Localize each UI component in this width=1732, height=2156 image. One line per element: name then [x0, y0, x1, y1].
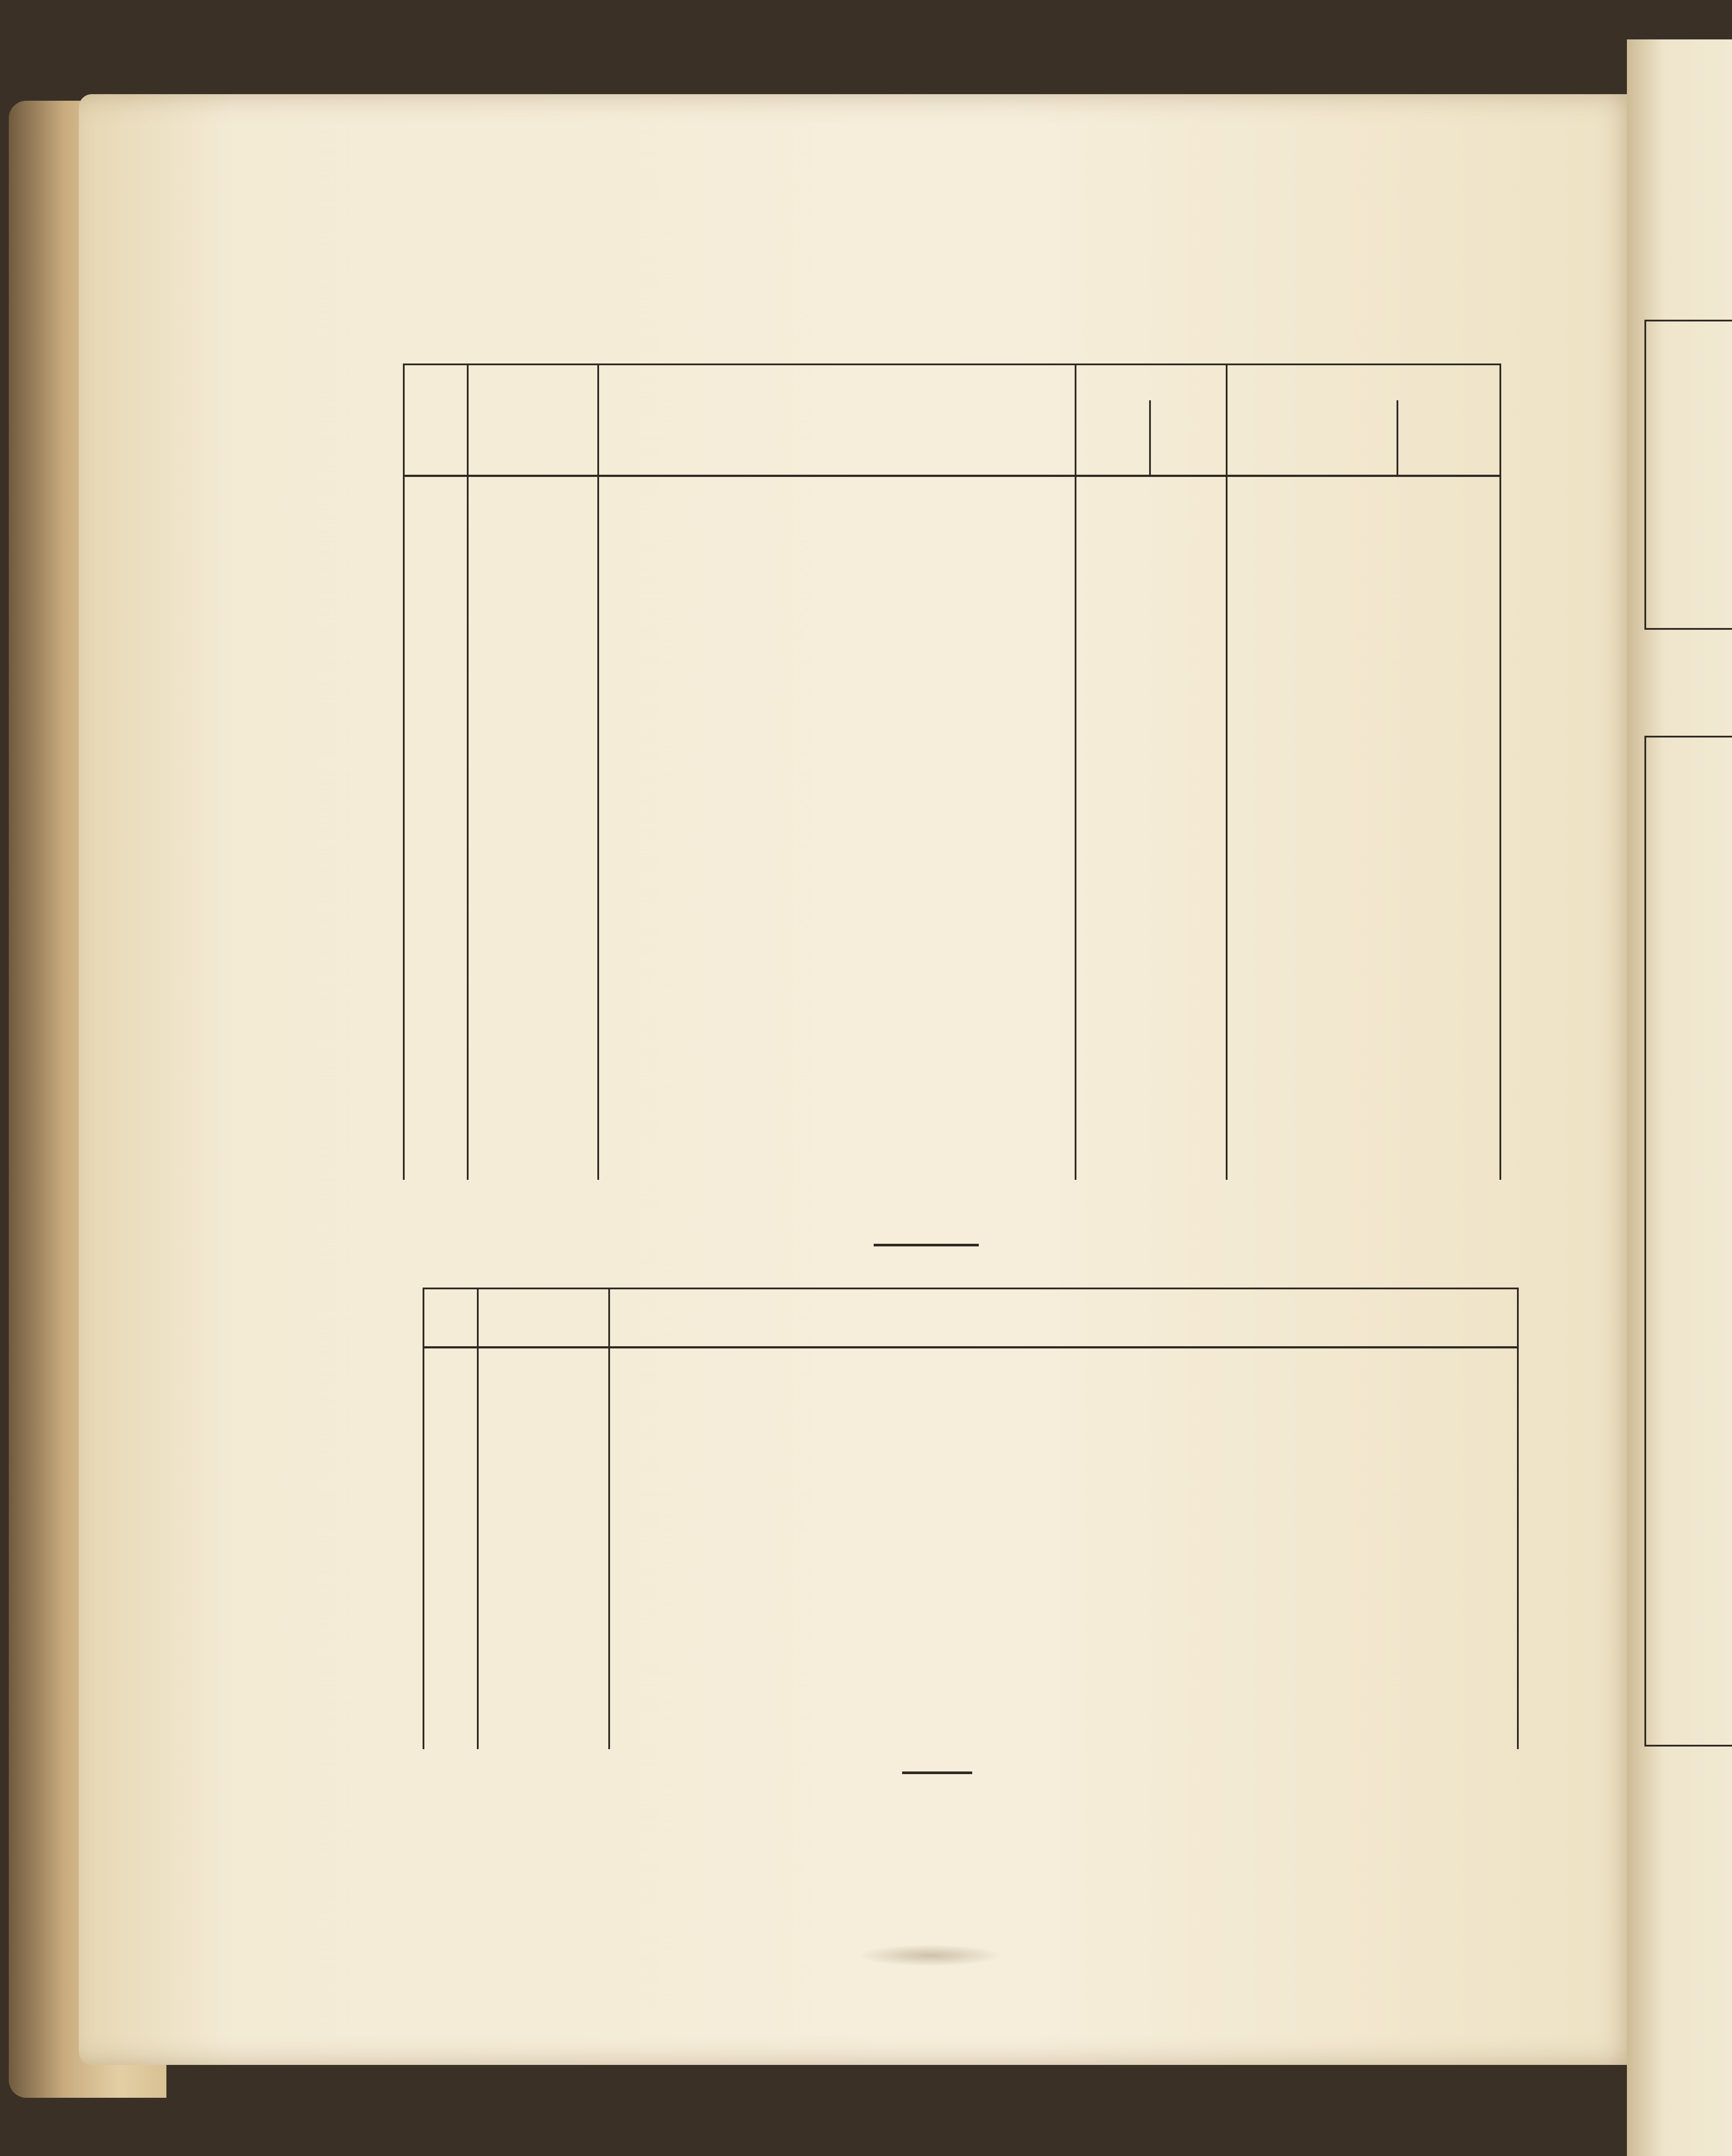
- right-page: [1627, 39, 1732, 2156]
- column-rule: [1397, 400, 1398, 475]
- column-rule: [1226, 365, 1228, 1180]
- running-head: [394, 289, 1182, 337]
- right-page-bottom-table: [1644, 736, 1732, 1747]
- column-rule: [608, 1289, 610, 1749]
- scotch-importation-table: [423, 1288, 1519, 1749]
- column-rule: [467, 365, 469, 1180]
- section-divider: [902, 1771, 972, 1774]
- column-rule: [1075, 365, 1076, 1180]
- english-importation-table: [403, 363, 1501, 1180]
- right-page-top-table: [1644, 320, 1732, 630]
- section-divider: [874, 1244, 979, 1246]
- column-rule: [477, 1289, 479, 1749]
- column-rule: [1149, 400, 1151, 475]
- scotch-table-header: [424, 1289, 1517, 1348]
- column-rule: [597, 365, 599, 1180]
- english-table-header: [405, 365, 1499, 477]
- pencil-mark: [858, 1944, 1003, 1966]
